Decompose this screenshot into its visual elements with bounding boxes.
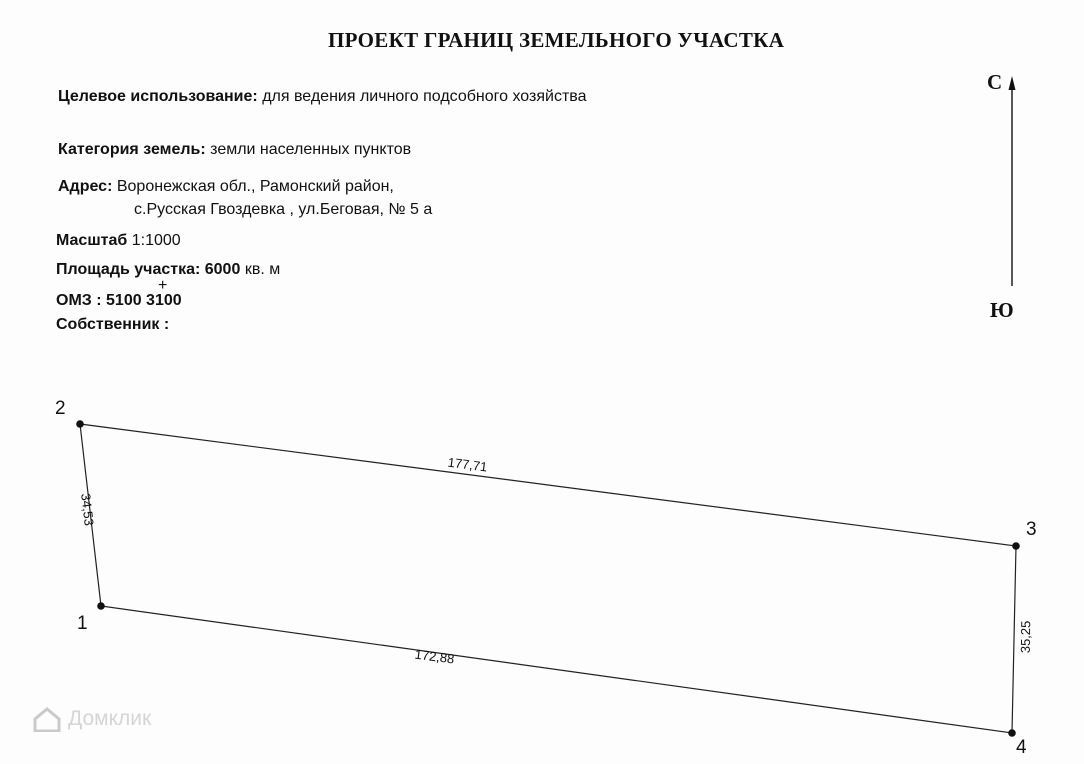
compass-south-label: Ю (990, 298, 1014, 322)
compass-north-label: С (987, 70, 1003, 94)
watermark-text: Домклик (68, 707, 152, 730)
category-label: Категория земель: (58, 141, 206, 158)
scale-value: 1:1000 (131, 232, 181, 249)
vertex-1 (97, 602, 105, 610)
address-label: Адрес: (58, 178, 113, 195)
omz-label: ОМЗ : 5100 3100 (56, 292, 182, 309)
crosshair-mark: + (158, 277, 168, 294)
watermark (32, 706, 151, 732)
document-title: ПРОЕКТ ГРАНИЦ ЗЕМЕЛЬНОГО УЧАСТКА (328, 28, 785, 52)
category-value: земли населенных пунктов (210, 141, 412, 158)
purpose-label: Целевое использование: (58, 88, 258, 105)
side-label-4-1: 172,88 (413, 646, 456, 667)
address-line-2: с.Русская Гвоздевка , ул.Беговая, № 5 а (134, 201, 433, 218)
vertex-2 (76, 420, 84, 428)
compass-arrow-icon (1009, 76, 1016, 286)
owner-label: Собственник : (56, 316, 170, 333)
vertex-4 (1008, 729, 1016, 737)
point-label-3: 3 (1026, 519, 1037, 540)
side-label-1-2: 34,53 (78, 492, 97, 527)
scale-label: Масштаб (56, 232, 128, 249)
point-label-2: 2 (55, 398, 66, 419)
point-label-4: 4 (1016, 737, 1027, 758)
purpose-value: для ведения личного подсобного хозяйства (262, 88, 587, 105)
point-label-1: 1 (77, 613, 88, 634)
area-label: Площадь участка: 6000 (56, 261, 241, 278)
house-icon (32, 706, 62, 732)
side-label-3-4: 35,25 (1017, 620, 1034, 654)
plot-boundary (80, 424, 1016, 733)
side-label-2-3: 177,71 (446, 454, 489, 475)
address-line-1: Воронежская обл., Рамонский район, (116, 178, 394, 195)
area-unit: кв. м (244, 261, 281, 278)
vertex-3 (1012, 542, 1020, 550)
